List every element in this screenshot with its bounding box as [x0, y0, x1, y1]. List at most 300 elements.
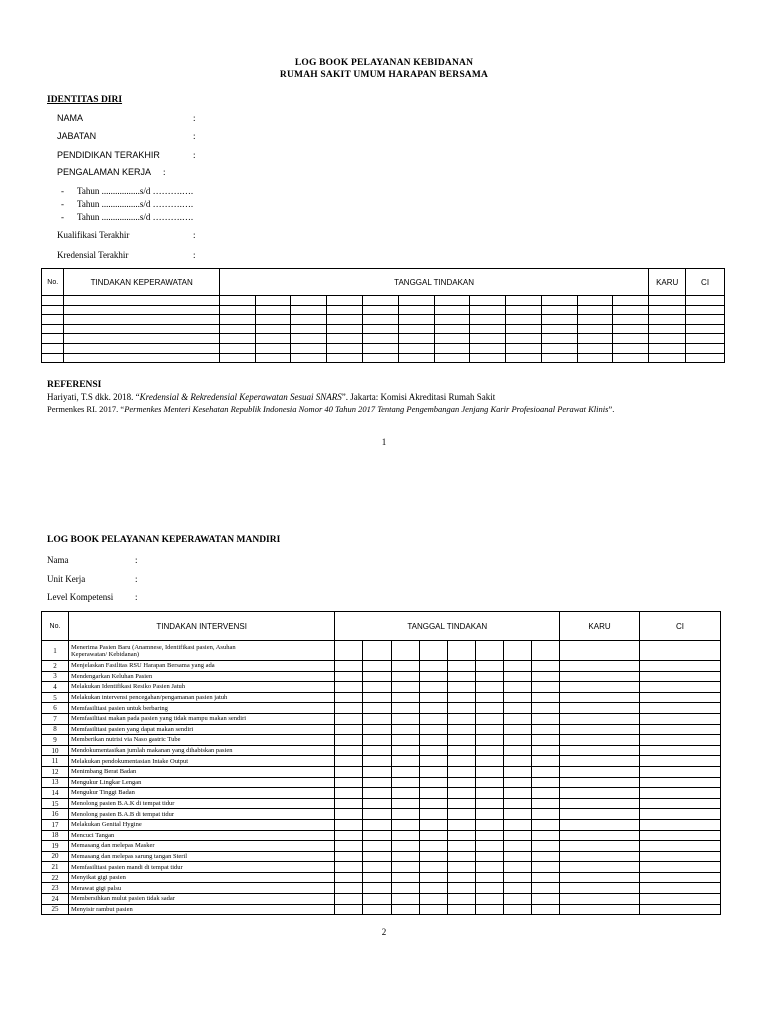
empty-cell[interactable]	[363, 830, 391, 841]
empty-cell[interactable]	[447, 851, 475, 862]
empty-cell[interactable]	[532, 735, 560, 746]
empty-cell[interactable]	[506, 324, 542, 334]
empty-cell[interactable]	[686, 296, 725, 306]
empty-cell[interactable]	[686, 334, 725, 344]
empty-cell[interactable]	[363, 661, 391, 672]
empty-cell[interactable]	[335, 682, 363, 693]
empty-cell[interactable]	[391, 661, 419, 672]
empty-cell[interactable]	[419, 692, 447, 703]
empty-cell[interactable]	[398, 324, 434, 334]
empty-cell[interactable]	[363, 334, 399, 344]
empty-cell[interactable]	[447, 745, 475, 756]
empty-cell[interactable]	[447, 894, 475, 905]
empty-cell[interactable]	[434, 315, 470, 325]
empty-cell[interactable]	[434, 296, 470, 306]
empty-cell[interactable]	[613, 315, 649, 325]
empty-cell[interactable]	[419, 872, 447, 883]
empty-cell[interactable]	[532, 904, 560, 915]
empty-cell[interactable]	[447, 819, 475, 830]
empty-cell[interactable]	[398, 334, 434, 344]
empty-cell[interactable]	[639, 904, 720, 915]
empty-cell[interactable]	[447, 809, 475, 820]
empty-cell[interactable]	[219, 296, 255, 306]
empty-cell[interactable]	[532, 798, 560, 809]
empty-cell[interactable]	[391, 671, 419, 682]
empty-cell[interactable]	[503, 809, 531, 820]
empty-cell[interactable]	[363, 872, 391, 883]
empty-cell[interactable]	[506, 315, 542, 325]
empty-cell[interactable]	[363, 777, 391, 788]
empty-cell[interactable]	[503, 756, 531, 767]
empty-cell[interactable]	[363, 756, 391, 767]
empty-cell[interactable]	[363, 735, 391, 746]
empty-cell[interactable]	[327, 296, 363, 306]
empty-cell[interactable]	[291, 315, 327, 325]
empty-cell[interactable]	[639, 862, 720, 873]
empty-cell[interactable]	[639, 735, 720, 746]
empty-cell[interactable]	[503, 671, 531, 682]
empty-cell[interactable]	[560, 692, 640, 703]
empty-cell[interactable]	[335, 894, 363, 905]
empty-cell[interactable]	[613, 353, 649, 363]
empty-cell[interactable]	[419, 641, 447, 661]
empty-cell[interactable]	[649, 315, 686, 325]
empty-cell[interactable]	[335, 703, 363, 714]
empty-cell[interactable]	[363, 324, 399, 334]
empty-cell[interactable]	[447, 692, 475, 703]
empty-cell[interactable]	[475, 872, 503, 883]
empty-cell[interactable]	[639, 766, 720, 777]
empty-cell[interactable]	[363, 798, 391, 809]
empty-cell[interactable]	[475, 830, 503, 841]
empty-cell[interactable]	[577, 324, 613, 334]
empty-cell[interactable]	[363, 682, 391, 693]
empty-cell[interactable]	[560, 745, 640, 756]
empty-cell[interactable]	[447, 703, 475, 714]
empty-cell[interactable]	[506, 296, 542, 306]
empty-cell[interactable]	[560, 819, 640, 830]
empty-cell[interactable]	[447, 830, 475, 841]
empty-cell[interactable]	[560, 841, 640, 852]
empty-cell[interactable]	[391, 703, 419, 714]
empty-cell[interactable]	[335, 809, 363, 820]
empty-cell[interactable]	[447, 641, 475, 661]
empty-cell[interactable]	[541, 334, 577, 344]
empty-cell[interactable]	[506, 305, 542, 315]
empty-cell[interactable]	[560, 661, 640, 672]
empty-cell[interactable]	[532, 692, 560, 703]
empty-cell[interactable]	[649, 353, 686, 363]
empty-cell[interactable]	[64, 334, 219, 344]
empty-cell[interactable]	[613, 296, 649, 306]
empty-cell[interactable]	[335, 883, 363, 894]
empty-cell[interactable]	[335, 724, 363, 735]
empty-cell[interactable]	[219, 334, 255, 344]
empty-cell[interactable]	[419, 830, 447, 841]
empty-cell[interactable]	[419, 788, 447, 799]
empty-cell[interactable]	[475, 777, 503, 788]
empty-cell[interactable]	[398, 343, 434, 353]
empty-cell[interactable]	[475, 766, 503, 777]
empty-cell[interactable]	[639, 851, 720, 862]
empty-cell[interactable]	[391, 766, 419, 777]
empty-cell[interactable]	[434, 353, 470, 363]
empty-cell[interactable]	[475, 682, 503, 693]
empty-cell[interactable]	[291, 305, 327, 315]
empty-cell[interactable]	[532, 809, 560, 820]
empty-cell[interactable]	[560, 724, 640, 735]
empty-cell[interactable]	[391, 841, 419, 852]
empty-cell[interactable]	[419, 894, 447, 905]
empty-cell[interactable]	[255, 324, 291, 334]
empty-cell[interactable]	[363, 809, 391, 820]
empty-cell[interactable]	[686, 353, 725, 363]
empty-cell[interactable]	[391, 682, 419, 693]
empty-cell[interactable]	[363, 894, 391, 905]
empty-cell[interactable]	[639, 724, 720, 735]
empty-cell[interactable]	[639, 830, 720, 841]
empty-cell[interactable]	[447, 872, 475, 883]
empty-cell[interactable]	[363, 692, 391, 703]
empty-cell[interactable]	[503, 766, 531, 777]
empty-cell[interactable]	[532, 766, 560, 777]
empty-cell[interactable]	[470, 353, 506, 363]
empty-cell[interactable]	[541, 353, 577, 363]
empty-cell[interactable]	[255, 343, 291, 353]
empty-cell[interactable]	[327, 353, 363, 363]
empty-cell[interactable]	[335, 777, 363, 788]
empty-cell[interactable]	[503, 777, 531, 788]
empty-cell[interactable]	[503, 883, 531, 894]
empty-cell[interactable]	[335, 713, 363, 724]
empty-cell[interactable]	[447, 883, 475, 894]
empty-cell[interactable]	[419, 798, 447, 809]
empty-cell[interactable]	[255, 305, 291, 315]
empty-cell[interactable]	[391, 788, 419, 799]
empty-cell[interactable]	[291, 343, 327, 353]
empty-cell[interactable]	[470, 324, 506, 334]
empty-cell[interactable]	[560, 671, 640, 682]
empty-cell[interactable]	[686, 343, 725, 353]
empty-cell[interactable]	[255, 315, 291, 325]
empty-cell[interactable]	[503, 745, 531, 756]
empty-cell[interactable]	[639, 692, 720, 703]
empty-cell[interactable]	[577, 315, 613, 325]
empty-cell[interactable]	[475, 809, 503, 820]
empty-cell[interactable]	[398, 353, 434, 363]
empty-cell[interactable]	[447, 682, 475, 693]
empty-cell[interactable]	[64, 296, 219, 306]
empty-cell[interactable]	[560, 883, 640, 894]
empty-cell[interactable]	[503, 661, 531, 672]
empty-cell[interactable]	[560, 713, 640, 724]
empty-cell[interactable]	[327, 324, 363, 334]
empty-cell[interactable]	[291, 324, 327, 334]
empty-cell[interactable]	[419, 841, 447, 852]
empty-cell[interactable]	[639, 703, 720, 714]
empty-cell[interactable]	[335, 671, 363, 682]
empty-cell[interactable]	[42, 296, 64, 306]
empty-cell[interactable]	[419, 661, 447, 672]
empty-cell[interactable]	[686, 324, 725, 334]
empty-cell[interactable]	[363, 315, 399, 325]
empty-cell[interactable]	[475, 671, 503, 682]
empty-cell[interactable]	[506, 353, 542, 363]
empty-cell[interactable]	[639, 641, 720, 661]
empty-cell[interactable]	[391, 809, 419, 820]
empty-cell[interactable]	[577, 343, 613, 353]
empty-cell[interactable]	[532, 713, 560, 724]
empty-cell[interactable]	[419, 724, 447, 735]
empty-cell[interactable]	[391, 862, 419, 873]
empty-cell[interactable]	[470, 334, 506, 344]
empty-cell[interactable]	[532, 819, 560, 830]
empty-cell[interactable]	[42, 353, 64, 363]
empty-cell[interactable]	[503, 641, 531, 661]
empty-cell[interactable]	[475, 883, 503, 894]
empty-cell[interactable]	[447, 862, 475, 873]
empty-cell[interactable]	[398, 315, 434, 325]
empty-cell[interactable]	[391, 724, 419, 735]
empty-cell[interactable]	[42, 324, 64, 334]
empty-cell[interactable]	[470, 296, 506, 306]
empty-cell[interactable]	[503, 788, 531, 799]
empty-cell[interactable]	[503, 703, 531, 714]
empty-cell[interactable]	[639, 819, 720, 830]
empty-cell[interactable]	[639, 798, 720, 809]
empty-cell[interactable]	[532, 862, 560, 873]
empty-cell[interactable]	[503, 713, 531, 724]
empty-cell[interactable]	[639, 745, 720, 756]
empty-cell[interactable]	[419, 713, 447, 724]
empty-cell[interactable]	[639, 809, 720, 820]
empty-cell[interactable]	[649, 343, 686, 353]
empty-cell[interactable]	[506, 334, 542, 344]
empty-cell[interactable]	[503, 830, 531, 841]
empty-cell[interactable]	[391, 756, 419, 767]
empty-cell[interactable]	[363, 841, 391, 852]
empty-cell[interactable]	[560, 735, 640, 746]
empty-cell[interactable]	[475, 641, 503, 661]
empty-cell[interactable]	[577, 296, 613, 306]
empty-cell[interactable]	[335, 819, 363, 830]
empty-cell[interactable]	[42, 315, 64, 325]
empty-cell[interactable]	[560, 641, 640, 661]
empty-cell[interactable]	[475, 798, 503, 809]
empty-cell[interactable]	[363, 883, 391, 894]
empty-cell[interactable]	[419, 756, 447, 767]
empty-cell[interactable]	[419, 883, 447, 894]
empty-cell[interactable]	[475, 904, 503, 915]
empty-cell[interactable]	[335, 798, 363, 809]
empty-cell[interactable]	[391, 735, 419, 746]
empty-cell[interactable]	[577, 334, 613, 344]
empty-cell[interactable]	[532, 894, 560, 905]
empty-cell[interactable]	[532, 703, 560, 714]
empty-cell[interactable]	[434, 324, 470, 334]
empty-cell[interactable]	[419, 809, 447, 820]
empty-cell[interactable]	[639, 872, 720, 883]
empty-cell[interactable]	[419, 682, 447, 693]
empty-cell[interactable]	[613, 324, 649, 334]
empty-cell[interactable]	[532, 745, 560, 756]
empty-cell[interactable]	[419, 703, 447, 714]
empty-cell[interactable]	[419, 745, 447, 756]
empty-cell[interactable]	[447, 777, 475, 788]
empty-cell[interactable]	[64, 305, 219, 315]
empty-cell[interactable]	[560, 809, 640, 820]
empty-cell[interactable]	[532, 671, 560, 682]
empty-cell[interactable]	[327, 315, 363, 325]
empty-cell[interactable]	[475, 819, 503, 830]
empty-cell[interactable]	[255, 296, 291, 306]
empty-cell[interactable]	[363, 904, 391, 915]
empty-cell[interactable]	[560, 703, 640, 714]
empty-cell[interactable]	[363, 641, 391, 661]
empty-cell[interactable]	[532, 756, 560, 767]
empty-cell[interactable]	[64, 315, 219, 325]
empty-cell[interactable]	[686, 305, 725, 315]
empty-cell[interactable]	[363, 343, 399, 353]
empty-cell[interactable]	[503, 862, 531, 873]
empty-cell[interactable]	[391, 798, 419, 809]
empty-cell[interactable]	[42, 305, 64, 315]
empty-cell[interactable]	[649, 334, 686, 344]
empty-cell[interactable]	[475, 862, 503, 873]
empty-cell[interactable]	[335, 872, 363, 883]
empty-cell[interactable]	[475, 692, 503, 703]
empty-cell[interactable]	[649, 305, 686, 315]
empty-cell[interactable]	[447, 661, 475, 672]
empty-cell[interactable]	[363, 671, 391, 682]
empty-cell[interactable]	[391, 713, 419, 724]
empty-cell[interactable]	[560, 788, 640, 799]
empty-cell[interactable]	[503, 872, 531, 883]
empty-cell[interactable]	[560, 894, 640, 905]
empty-cell[interactable]	[363, 353, 399, 363]
empty-cell[interactable]	[503, 735, 531, 746]
empty-cell[interactable]	[649, 324, 686, 334]
empty-cell[interactable]	[335, 692, 363, 703]
empty-cell[interactable]	[363, 862, 391, 873]
empty-cell[interactable]	[335, 788, 363, 799]
empty-cell[interactable]	[475, 851, 503, 862]
empty-cell[interactable]	[532, 883, 560, 894]
empty-cell[interactable]	[503, 819, 531, 830]
empty-cell[interactable]	[434, 343, 470, 353]
empty-cell[interactable]	[503, 682, 531, 693]
empty-cell[interactable]	[335, 735, 363, 746]
empty-cell[interactable]	[219, 353, 255, 363]
empty-cell[interactable]	[291, 296, 327, 306]
empty-cell[interactable]	[391, 851, 419, 862]
empty-cell[interactable]	[639, 788, 720, 799]
empty-cell[interactable]	[470, 315, 506, 325]
empty-cell[interactable]	[335, 641, 363, 661]
empty-cell[interactable]	[363, 296, 399, 306]
empty-cell[interactable]	[613, 334, 649, 344]
empty-cell[interactable]	[560, 756, 640, 767]
empty-cell[interactable]	[639, 894, 720, 905]
empty-cell[interactable]	[532, 661, 560, 672]
empty-cell[interactable]	[532, 777, 560, 788]
empty-cell[interactable]	[327, 305, 363, 315]
empty-cell[interactable]	[419, 735, 447, 746]
empty-cell[interactable]	[560, 798, 640, 809]
empty-cell[interactable]	[541, 296, 577, 306]
empty-cell[interactable]	[335, 841, 363, 852]
empty-cell[interactable]	[475, 735, 503, 746]
empty-cell[interactable]	[363, 305, 399, 315]
empty-cell[interactable]	[64, 343, 219, 353]
empty-cell[interactable]	[255, 334, 291, 344]
empty-cell[interactable]	[291, 334, 327, 344]
empty-cell[interactable]	[503, 692, 531, 703]
empty-cell[interactable]	[560, 766, 640, 777]
empty-cell[interactable]	[639, 883, 720, 894]
empty-cell[interactable]	[532, 682, 560, 693]
empty-cell[interactable]	[391, 830, 419, 841]
empty-cell[interactable]	[434, 305, 470, 315]
empty-cell[interactable]	[475, 894, 503, 905]
empty-cell[interactable]	[391, 904, 419, 915]
empty-cell[interactable]	[639, 841, 720, 852]
empty-cell[interactable]	[447, 841, 475, 852]
empty-cell[interactable]	[64, 324, 219, 334]
empty-cell[interactable]	[475, 724, 503, 735]
empty-cell[interactable]	[447, 671, 475, 682]
empty-cell[interactable]	[363, 788, 391, 799]
empty-cell[interactable]	[363, 851, 391, 862]
empty-cell[interactable]	[363, 819, 391, 830]
empty-cell[interactable]	[335, 745, 363, 756]
empty-cell[interactable]	[503, 851, 531, 862]
empty-cell[interactable]	[419, 766, 447, 777]
empty-cell[interactable]	[391, 883, 419, 894]
empty-cell[interactable]	[532, 641, 560, 661]
empty-cell[interactable]	[398, 305, 434, 315]
empty-cell[interactable]	[649, 296, 686, 306]
empty-cell[interactable]	[532, 872, 560, 883]
empty-cell[interactable]	[64, 353, 219, 363]
empty-cell[interactable]	[447, 798, 475, 809]
empty-cell[interactable]	[503, 904, 531, 915]
empty-cell[interactable]	[613, 305, 649, 315]
empty-cell[interactable]	[577, 353, 613, 363]
empty-cell[interactable]	[419, 819, 447, 830]
empty-cell[interactable]	[541, 343, 577, 353]
empty-cell[interactable]	[639, 777, 720, 788]
empty-cell[interactable]	[335, 830, 363, 841]
empty-cell[interactable]	[391, 872, 419, 883]
empty-cell[interactable]	[447, 904, 475, 915]
empty-cell[interactable]	[419, 777, 447, 788]
empty-cell[interactable]	[363, 703, 391, 714]
empty-cell[interactable]	[391, 777, 419, 788]
empty-cell[interactable]	[391, 692, 419, 703]
empty-cell[interactable]	[419, 904, 447, 915]
empty-cell[interactable]	[532, 724, 560, 735]
empty-cell[interactable]	[219, 305, 255, 315]
empty-cell[interactable]	[419, 671, 447, 682]
empty-cell[interactable]	[255, 353, 291, 363]
empty-cell[interactable]	[475, 661, 503, 672]
empty-cell[interactable]	[419, 862, 447, 873]
empty-cell[interactable]	[447, 724, 475, 735]
empty-cell[interactable]	[42, 343, 64, 353]
empty-cell[interactable]	[475, 713, 503, 724]
empty-cell[interactable]	[447, 766, 475, 777]
